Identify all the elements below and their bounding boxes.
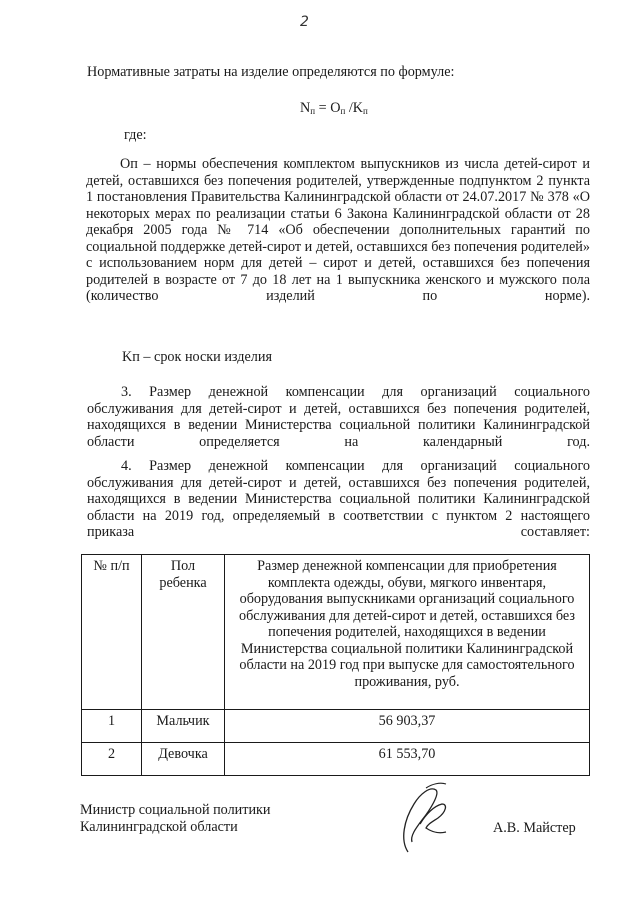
on-symbol: Oп (120, 156, 138, 172)
handwritten-signature (386, 780, 466, 860)
position-line-1: Министр социальной политики (80, 802, 271, 818)
position-line-2: Калининградской области (80, 819, 238, 835)
table-row (82, 743, 590, 776)
signatory-name: А.В. Майстер (493, 820, 576, 836)
cell-number: 1 (82, 710, 142, 743)
header-gender: Пол ребенка (142, 555, 225, 710)
header-compensation: Размер денежной компенсации для приобретения комплекта одежды, обуви, мягкого инвентаря, оборудования выпускниками организаций социального обслуживания для детей-сирот и детей, оставшихся без попечения родителей, находящихся в ведении Министерства социальной политики Калининградской области на 2019 год при выпуске для самостоятельного проживания, руб. (225, 555, 590, 710)
table-header-row (82, 555, 590, 710)
formula-k-sub: п (363, 106, 368, 116)
intro-paragraph: Нормативные затраты на изделие определяются по формуле: (87, 64, 455, 80)
cell-gender: Мальчик (142, 710, 225, 743)
table-row (82, 710, 590, 743)
signatory-position (80, 802, 271, 836)
formula-n: N (300, 100, 311, 116)
kn-symbol: Kп (122, 349, 140, 365)
formula-slash: / (345, 100, 353, 116)
cell-amount: 61 553,70 (225, 743, 590, 776)
compensation-table (81, 554, 590, 776)
page-number: 2 (300, 14, 309, 30)
formula-k: K (352, 100, 364, 116)
formula (300, 100, 368, 117)
on-definition-paragraph (86, 156, 590, 305)
formula-o-sub: п (340, 106, 346, 116)
where-label: где: (124, 127, 147, 143)
formula-eq: = (315, 100, 331, 116)
cell-gender: Девочка (142, 743, 225, 776)
on-text: – нормы обеспечения комплектом выпускников из числа детей-сирот и детей, оставшихся без попечения родителей, утвержденные подпунктом 2 пункта 1 постановления Правительства Калининградской области от 24.07.2017 № 378 «О некоторых мерах по реализации статьи 6 Закона Калининградской области от 28 декабря 2005 года № 714 «Об обеспечении дополнительных гарантий по социальной поддержке детей-сирот и детей, оставшихся без попечения родителей» с использованием норм для детей – сирот и детей, оставшихся без попечения родителей в возрасте от 7 до 18 лет на 1 выпускника женского и мужского пола (количество изделий по норме). (86, 156, 590, 304)
formula-n-sub: п (310, 106, 316, 116)
paragraph-4: 4. Размер денежной компенсации для организаций социального обслуживания для детей-сирот и детей, оставшихся без попечения родителей, находящихся в ведении Министерства социальной политики Калининградской области на 2019 год, определяемый в соответствии с пунктом 2 настоящего приказа составляет: (87, 458, 590, 540)
header-number: № п/п (82, 555, 142, 710)
kn-definition-paragraph (122, 349, 272, 366)
kn-text: – срок носки изделия (139, 349, 272, 365)
formula-o: O (330, 100, 341, 116)
cell-number: 2 (82, 743, 142, 776)
cell-amount: 56 903,37 (225, 710, 590, 743)
paragraph-3: 3. Размер денежной компенсации для организаций социального обслуживания для детей-сирот и детей, оставшихся без попечения родителей, находящихся в ведении Министерства социальной политики Калининградской области определяется на календарный год. (87, 384, 590, 450)
